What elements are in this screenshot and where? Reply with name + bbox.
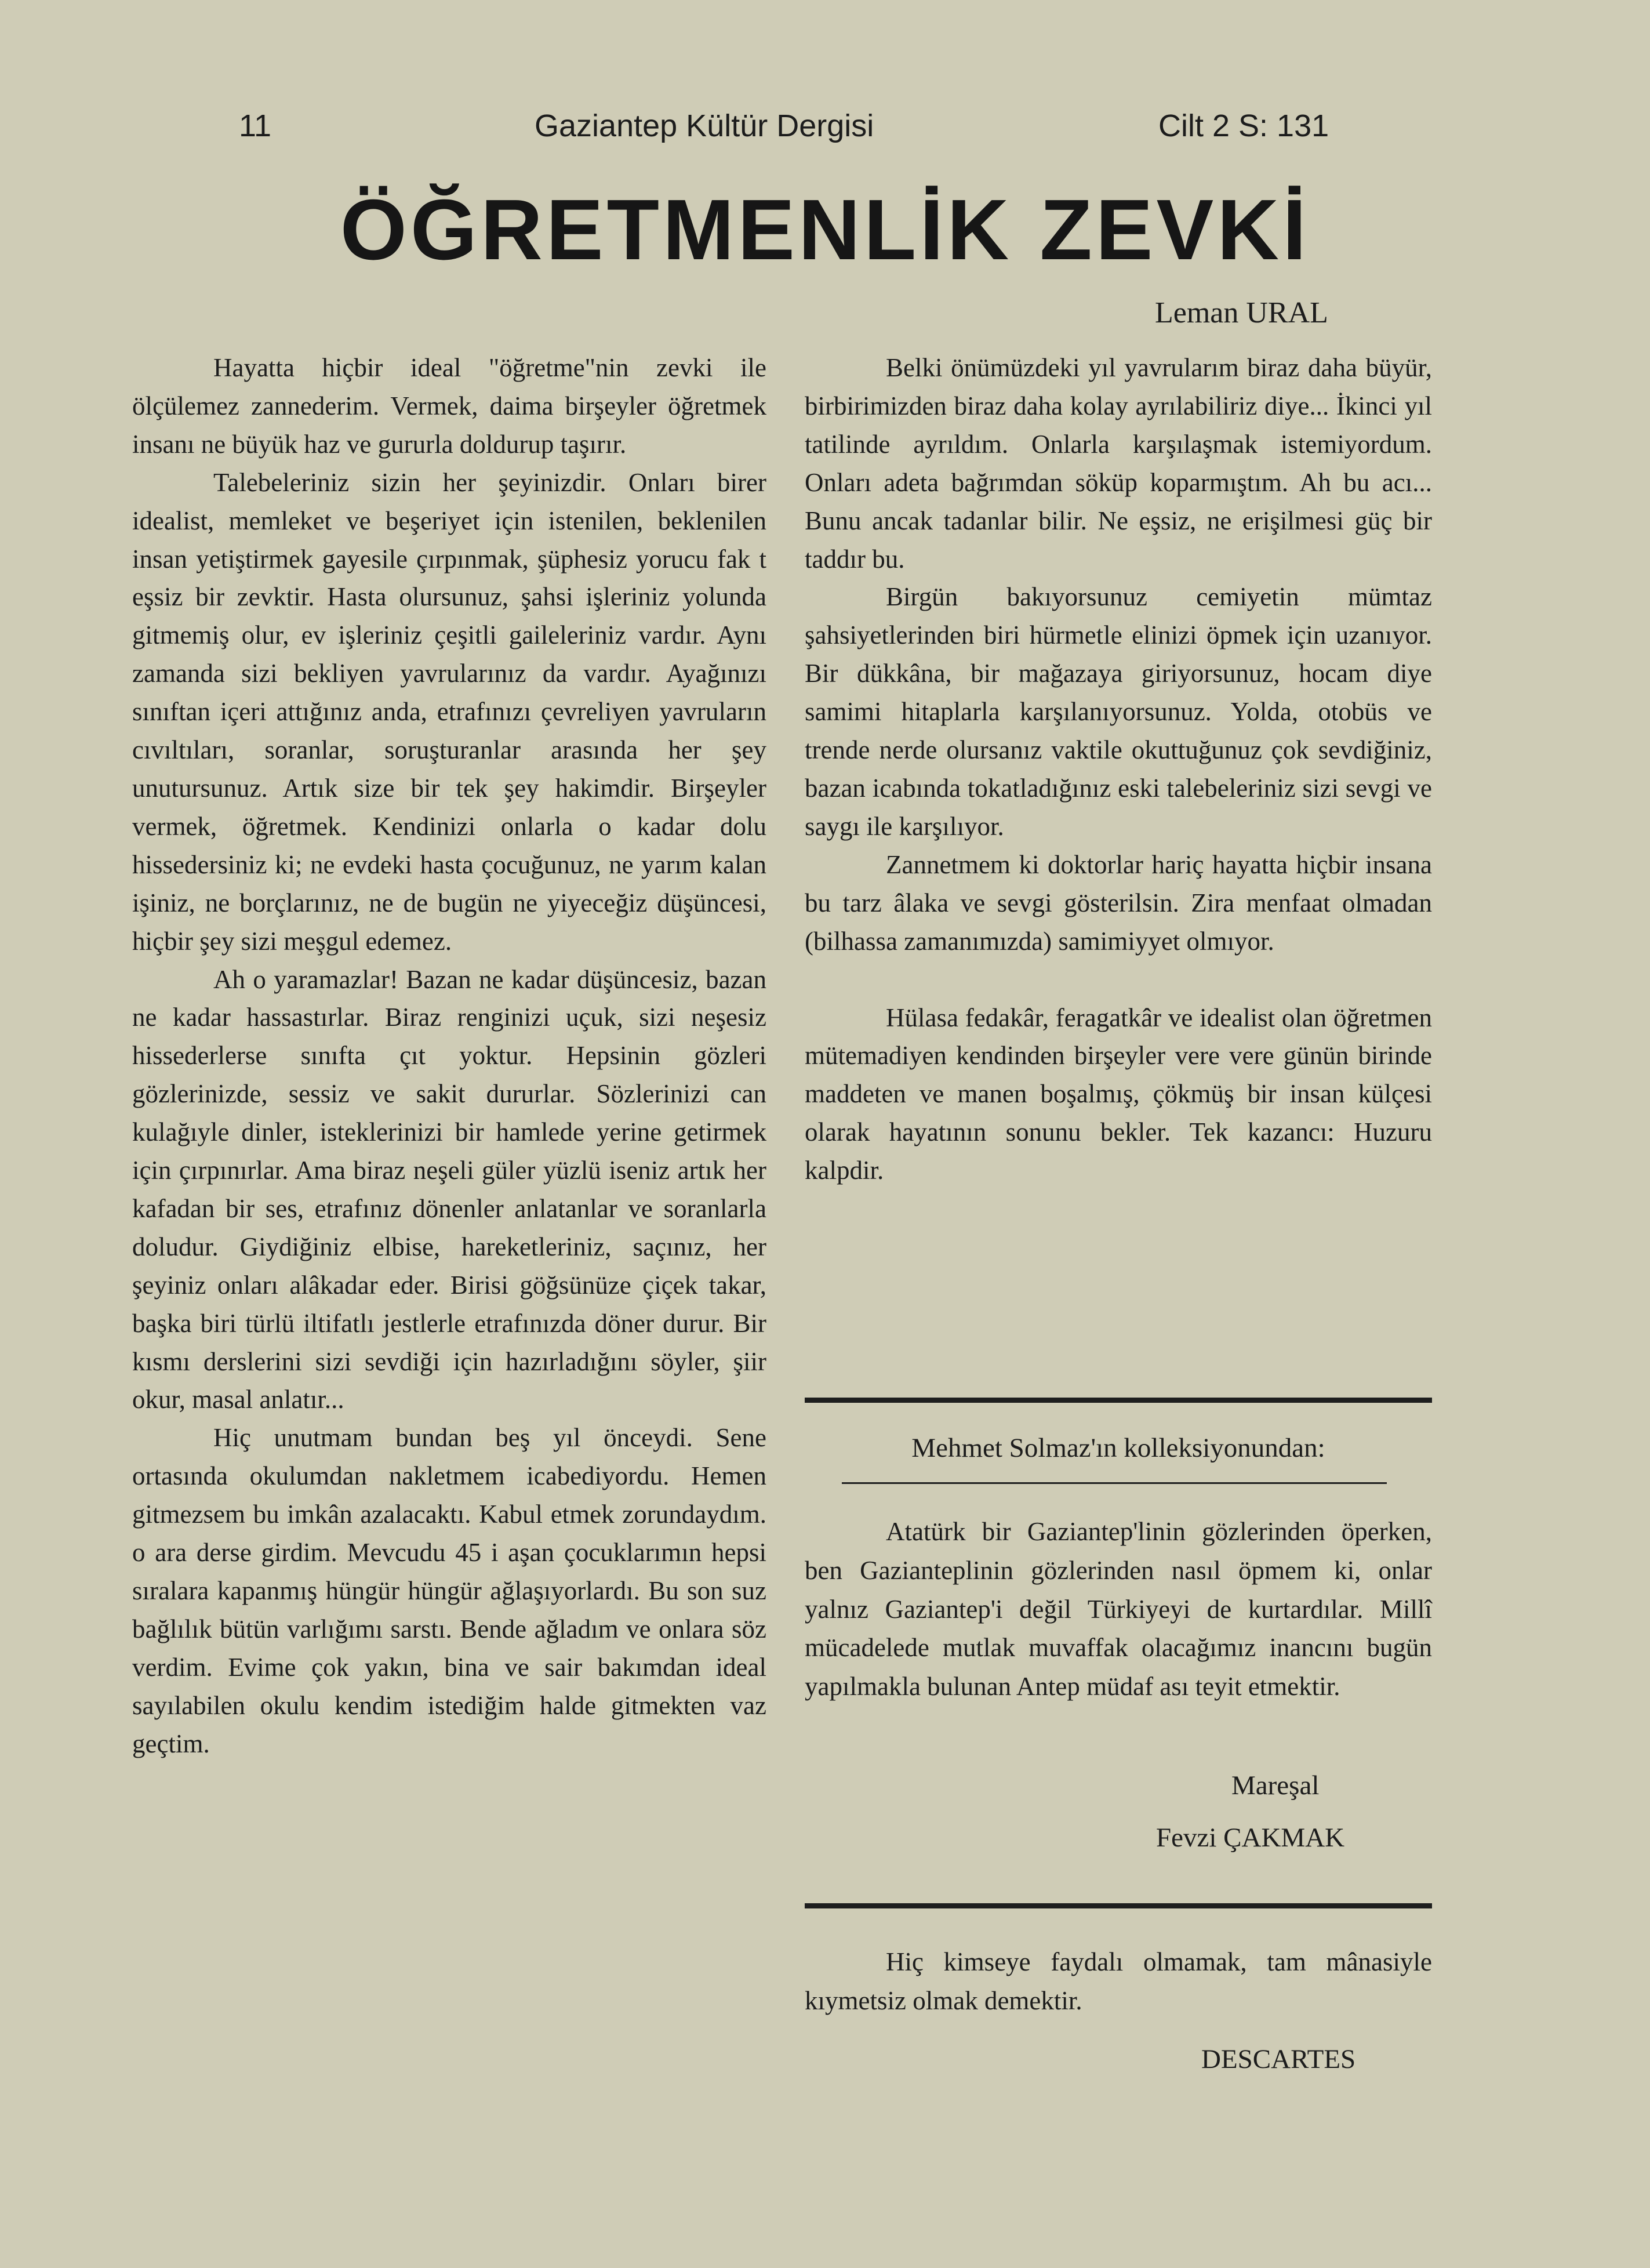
paragraph: Zannetmem ki doktorlar hariç hayatta hiçbir insana bu tarz âlaka ve sevgi gösterilsin. Zira menfaat olmadan (bilhassa zamanımızda) samimiyyet olmıyor. [805,850,1432,956]
descartes-quote [805,1943,1432,2020]
divider-rule [805,1903,1432,1908]
journal-title: Gaziantep Kültür Dergisi [535,108,874,143]
running-header [0,108,1650,154]
signature-rank: Mareşal [1231,1770,1320,1801]
volume-issue: Cilt 2 S: 131 [1158,108,1329,143]
quote-text: Atatürk bir Gaziantep'linin gözlerinden öperken, ben Gazianteplinin gözlerinden nasıl öpmem ki, onlar yalnız Gaziantep'i değil Türkiyeyi de kurtardılar. Millî mücadelede mutlak muvaffak olacağımız inancını bugün yapılmakla bulunan Antep müdaf ası teyit etmektir. [805,1517,1432,1701]
quote-text: Hiç kimseye faydalı olmamak, tam mânasiyle kıymetsiz olmak demektir. [805,1947,1432,2015]
right-column [805,349,1432,1190]
heading-underline [842,1482,1387,1484]
collection-heading: Mehmet Solmaz'ın kolleksiyonundan: [911,1433,1325,1463]
paragraph: Hiç unutmam bundan beş yıl önceydi. Sene ortasında okulumdan nakletmem icabediyordu. Hemen gitmezsem bu imkân azalacaktı. Kabul etmek zorundaydım. o ara derse girdim. Mevcudu 45 i aşan çocuklarımın hepsi sıralara kapanmış hüngür hüngür ağlaşıyorlardı. Bu son suz bağlılık bütün varlığımı sarstı. Bende ağladım ve onlara söz verdim. Evime çok yakın, bina ve sair bakımdan ideal sayılabilen okulu kendim istediğim halde gitmekten vaz geçtim. [132,1423,766,1758]
paragraph: Belki önümüzdeki yıl yavrularım biraz daha büyür, birbirimizden biraz daha kolay ayrılabiliriz diye... İkinci yıl tatilinde ayrıldım. Onlarla karşılaşmak istemiyordum. Onları adeta bağrımdan söküp koparmıştım. Ah bu acı... Bunu ancak tadanlar bilir. Ne eşsiz, ne erişilmesi güç bir taddır bu. [805,353,1432,574]
paragraph: Talebeleriniz sizin her şeyinizdir. Onları birer idealist, memleket ve beşeriyet için istenilen, beklenilen insan yetiştirmek gayesile çırpınmak, şüphesiz yorucu fak t eşsiz bir zevktir. Hasta olursunuz, şahsi işleriniz yolunda gitmemiş olur, ev işleriniz çeşitli gaileleriniz vardır. Aynı zamanda sizi bekliyen yavrularınız da vardır. Ayağınızı sınıftan içeri attığınız anda, etrafınızı çevreliyen yavruların cıvıltıları, soranlar, soruşturanlar arasında her şey unutursunuz. Artık size bir tek şey hakimdir. Birşeyler vermek, öğretmek. Kendinizi onlarla o kadar dolu hissedersiniz ki; ne evdeki hasta çocuğunuz, ne yarım kalan işiniz, ne borçlarınız, ne de bugün ne yiyeceğiz düşüncesi, hiçbir şey sizi meşgul edemez. [132,467,766,956]
page-number: 11 [239,108,272,143]
left-column [132,349,766,1763]
article-title: ÖĞRETMENLİK ZEVKİ [340,182,1310,278]
paragraph: Birgün bakıyorsunuz cemiyetin mümtaz şahsiyetlerinden biri hürmetle elinizi öpmek için uzanıyor. Bir dükkâna, bir mağazaya giriyorsunuz, hocam diye samimi hitaplarla karşılanıyorsunuz. Yolda, otobüs ve trende nerde olursanız vaktile okuttuğunuz çok sevdiğiniz, bazan icabında tokatladığınız eski talebeleriniz sizi sevgi ve saygı ile karşılıyor. [805,582,1432,841]
signature-name: Fevzi ÇAKMAK [1156,1823,1345,1853]
paragraph: Hülasa fedakâr, feragatkâr ve idealist olan öğretmen mütemadiyen kendinden birşeyler vere vere günün birinde maddeten ve manen boşalmış, çökmüş bir insan külçesi olarak hayatının sonunu bekler. Tek kazancı: Huzuru kalpdir. [805,1003,1432,1185]
article-author: Leman URAL [1155,296,1328,329]
divider-rule [805,1398,1432,1403]
paragraph: Hayatta hiçbir ideal "öğretme"nin zevki ile ölçülemez zannederim. Vermek, daima birşeyler öğretmek insanı ne büyük haz ve gururla doldurup taşırır. [132,353,766,459]
paragraph: Ah o yaramazlar! Bazan ne kadar düşüncesiz, bazan ne kadar hassastırlar. Biraz renginizi uçuk, sizi neşesiz hissederlerse sınıfta çıt yoktur. Hepsinin gözleri gözlerinizde, sessiz ve sakit dururlar. Sözlerinizi can kulağıyle dinler, isteklerinizi bir hamlede yerine getirmek için çırpınırlar. Ama biraz neşeli güler yüzlü iseniz artık her kafadan bir ses, etrafınız dönenler anlatanlar ve soranlarla doludur. Giydiğiniz elbise, hareketleriniz, saçınız, her şeyiniz onları alâkadar eder. Birisi göğsünüze çiçek takar, başka biri türlü iltifatlı jestlerle etrafınızda döner durur. Bir kısmı derslerini sizi sevdiği için hazırladığını söyler, şiir okur, masal anlatır... [132,964,766,1414]
quote-author: DESCARTES [1201,2044,1356,2074]
ataturk-quote [805,1512,1432,1706]
